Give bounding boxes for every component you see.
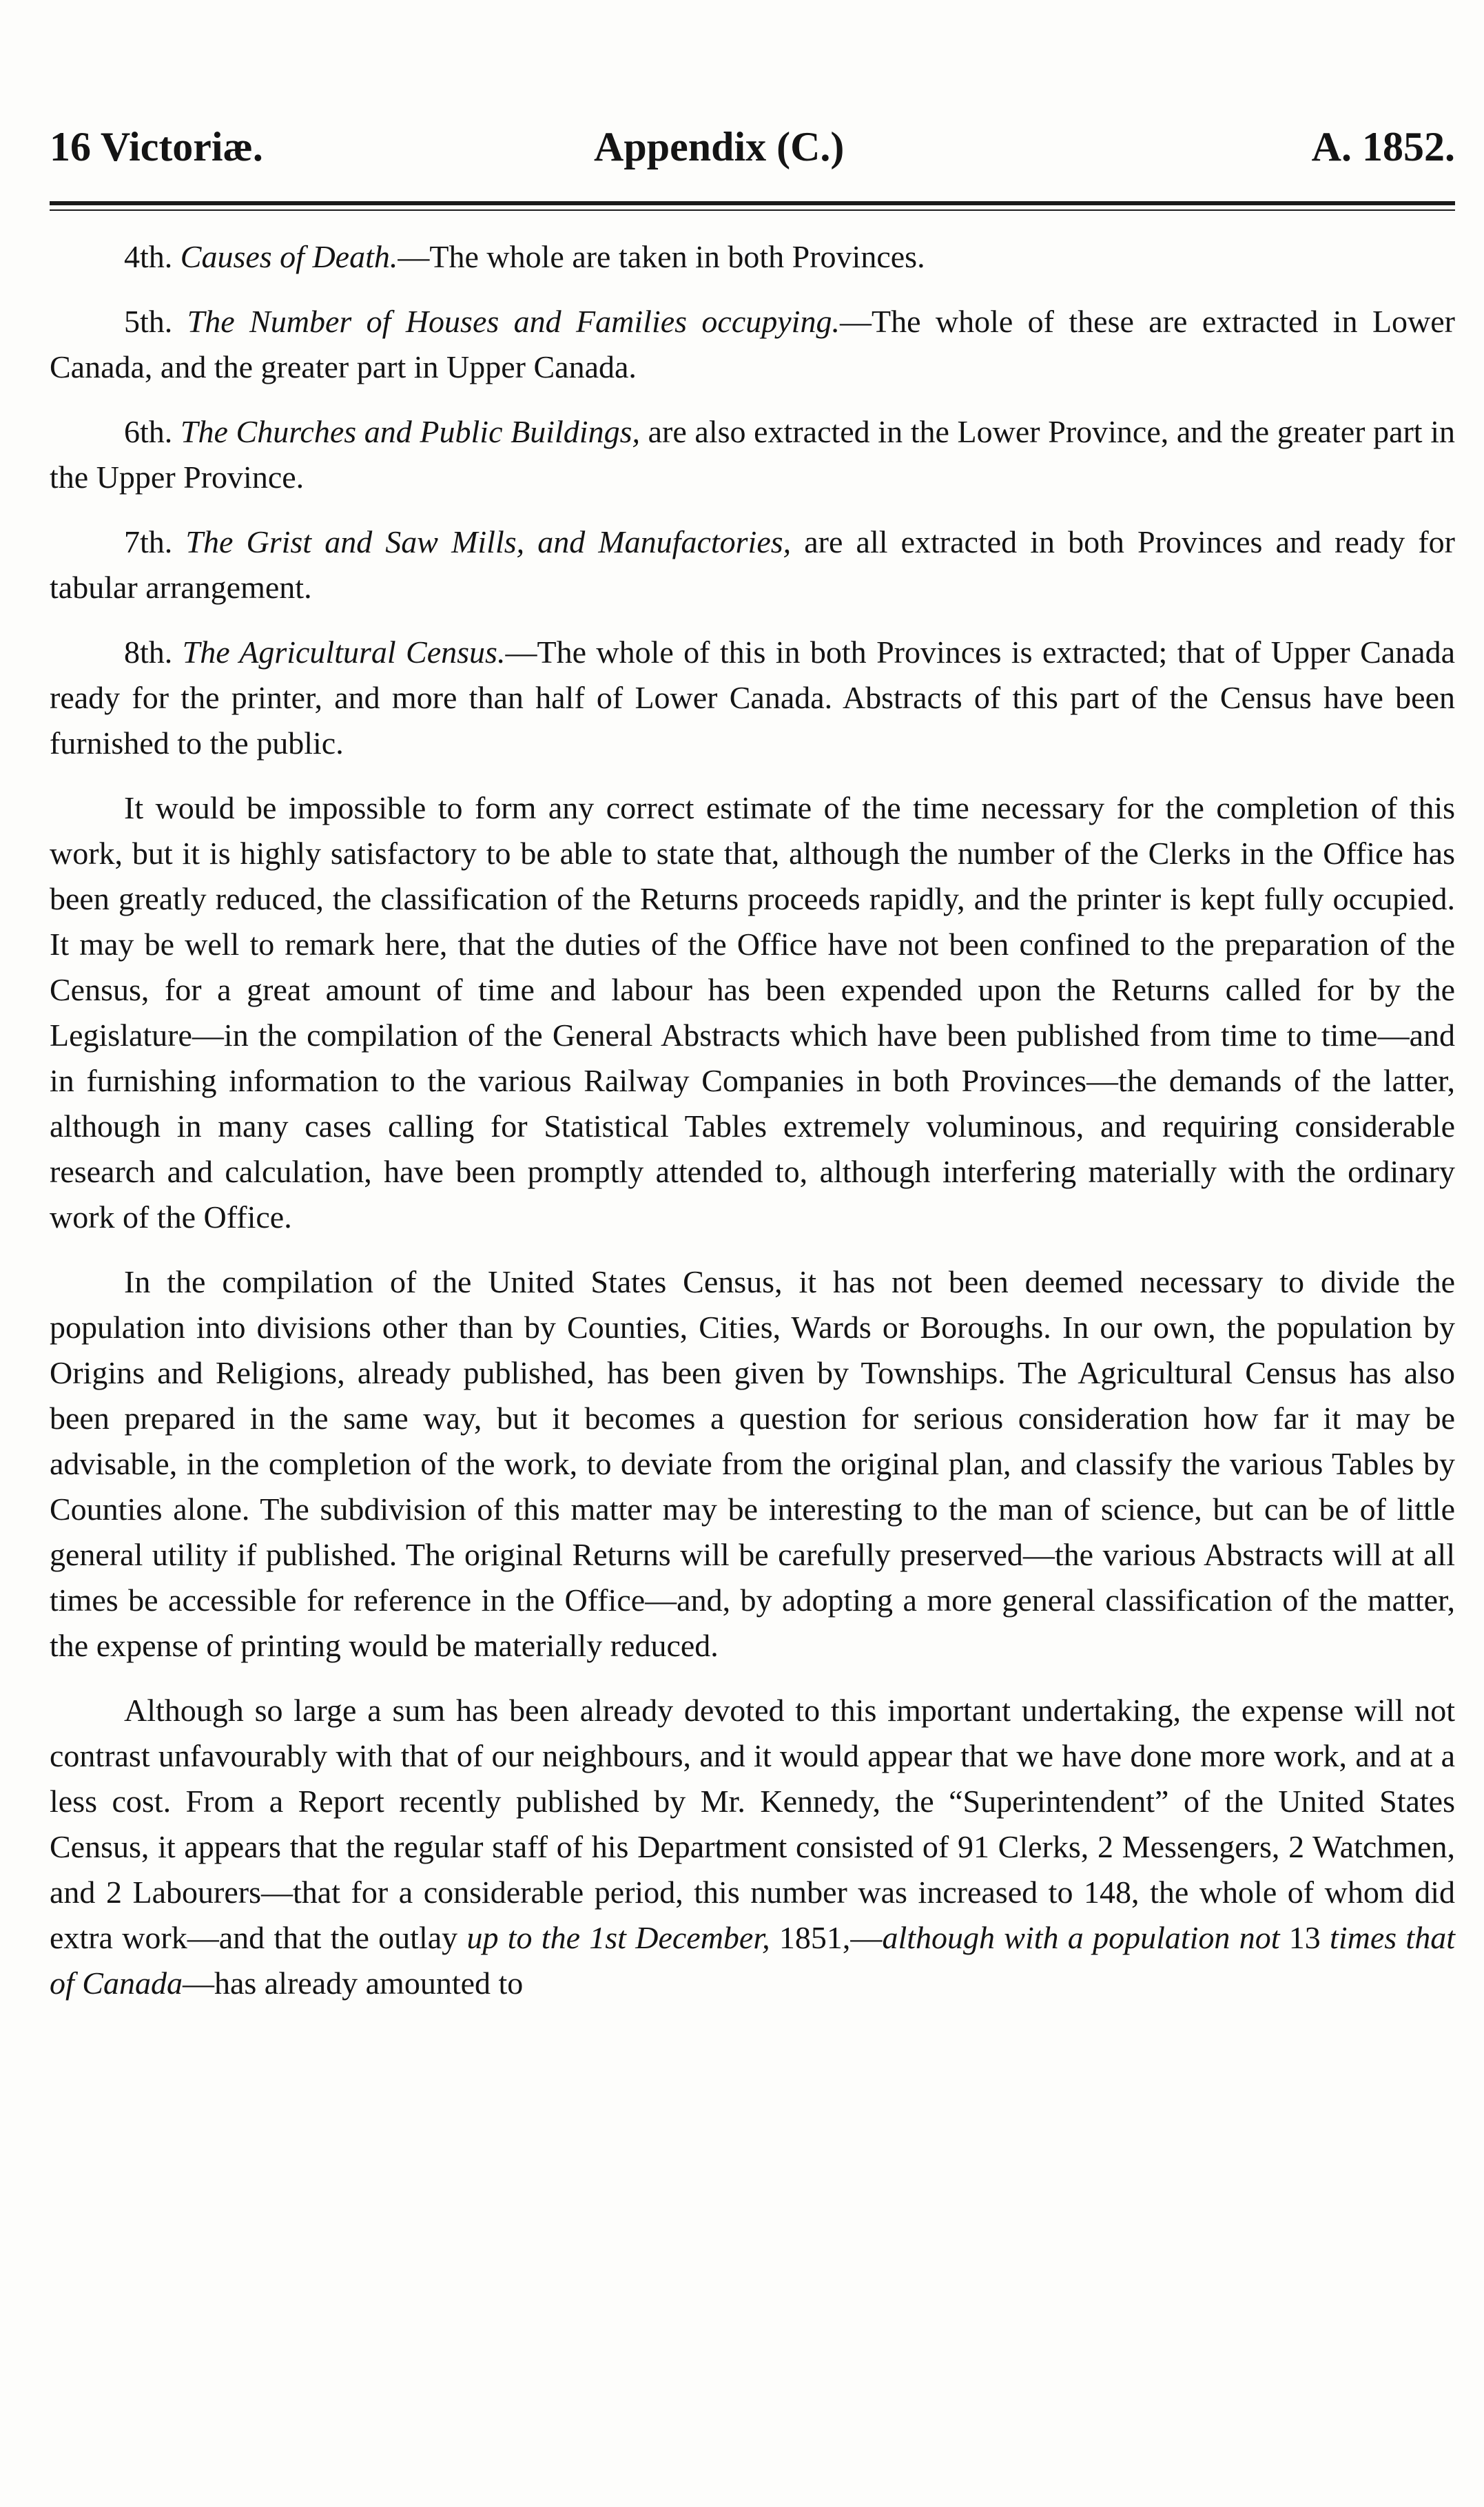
paragraph-italic: up to the 1st December, bbox=[466, 1920, 770, 1955]
paragraph-title: The Number of Houses and Families occupying. bbox=[187, 304, 840, 339]
header-rule-thick bbox=[50, 201, 1455, 205]
paragraph-number: 7th. bbox=[124, 524, 173, 559]
paragraph-text: —has already amounted to bbox=[182, 1966, 524, 2001]
paragraph-text: 13 bbox=[1279, 1920, 1330, 1955]
header-session: 16 Victoriæ. bbox=[50, 124, 263, 169]
paragraph-expense bbox=[50, 1688, 1455, 2006]
paragraph-title: Causes of Death. bbox=[180, 239, 398, 274]
paragraph-title: The Grist and Saw Mills, and Manufactories, bbox=[185, 524, 792, 559]
paragraph-united-states-census: In the compilation of the United States Census, it has not been deemed necessary to divide the population into divisions other than by Counties, Cities, Wards or Boroughs. In our own, the population by Origins and Religions, already published, has been given by Townships. The Agricultural Census has also been prepared in the same way, but it becomes a question for serious consideration how far it may be advisable, in the completion of the work, to deviate from the original plan, and classify the various Tables by Counties alone. The subdivision of this matter may be interesting to the man of science, but can be of little general utility if published. The original Returns will be carefully preserved—the various Abstracts will at all times be accessible for reference in the Office—and, by adopting a more general classification of the matter, the expense of printing would be materially reduced. bbox=[50, 1264, 1455, 1663]
page-header bbox=[50, 116, 1455, 178]
paragraph-title: The Agricultural Census. bbox=[182, 635, 506, 670]
paragraph-time-estimate: It would be impossible to form any correct estimate of the time necessary for the completion of this work, but it is highly satisfactory to be able to state that, although the number of the Clerks in the Office has been greatly reduced, the classification of the Returns proceeds rapidly, and the printer is kept fully occupied. It may be well to remark here, that the duties of the Office have not been confined to the preparation of the Census, for a great amount of time and labour has been expended upon the Returns called for by the Legislature—in the compilation of the General Abstracts which have been published from time to time—and in furnishing information to the various Railway Companies in both Provinces—the demands of the latter, although in many cases calling for Statistical Tables extremely voluminous, and requiring considerable research and calculation, have been promptly attended to, although interfering materially with the ordinary work of the Office. bbox=[50, 790, 1455, 1235]
paragraph-churches bbox=[50, 409, 1455, 500]
paragraph-text: Although so large a sum has been already devoted to this important undertaking, the expense will not contrast unfavourably with that of our neighbours, and it would appear that we have done more work, and at a less cost. From a Report recently published by Mr. Kennedy, the “Superintendent” of the United States Census, it appears that the regular staff of his Department consisted of 91 Clerks, 2 Messengers, 2 Watchmen, and 2 Labourers—that for a considerable period, this number was increased to 148, the whole of whom did extra work—and that the outlay bbox=[50, 1693, 1455, 1955]
paragraph-text: are also extracted in the Lower Province, and the greater part in the Upper Province. bbox=[50, 414, 1455, 495]
paragraph-number: 4th. bbox=[124, 239, 173, 274]
paragraph-text: —The whole of these are extracted in Lower Canada, and the greater part in Upper Canada. bbox=[50, 304, 1455, 384]
paragraph-title: The Churches and Public Buildings, bbox=[180, 414, 640, 449]
header-year: A. 1852. bbox=[1311, 124, 1455, 169]
paragraph-houses-families bbox=[50, 299, 1455, 390]
paragraph-number: 6th. bbox=[124, 414, 173, 449]
body-text bbox=[50, 234, 1455, 2006]
paragraph-agricultural-census bbox=[50, 630, 1455, 766]
paragraph-italic: times that of Canada bbox=[50, 1920, 1455, 2001]
paragraph-causes-of-death bbox=[50, 234, 1455, 280]
paragraph-text: are all extracted in both Provinces and ready for tabular arrangement. bbox=[50, 524, 1455, 605]
paragraph-number: 8th. bbox=[124, 635, 173, 670]
paragraph-mills bbox=[50, 519, 1455, 610]
paragraph-number: 5th. bbox=[124, 304, 173, 339]
header-rule-thin bbox=[50, 209, 1455, 211]
paragraph-text: —The whole of this in both Provinces is extracted; that of Upper Canada ready for the printer, and more than half of Lower Canada. Abstracts of this part of the Census have been furnished to the public. bbox=[50, 635, 1456, 761]
paragraph-text: —The whole are taken in both Provinces. bbox=[398, 239, 925, 274]
paragraph-text: 1851,— bbox=[770, 1920, 883, 1955]
paragraph-italic: although with a population not bbox=[882, 1920, 1280, 1955]
header-appendix: Appendix (C.) bbox=[594, 124, 845, 169]
